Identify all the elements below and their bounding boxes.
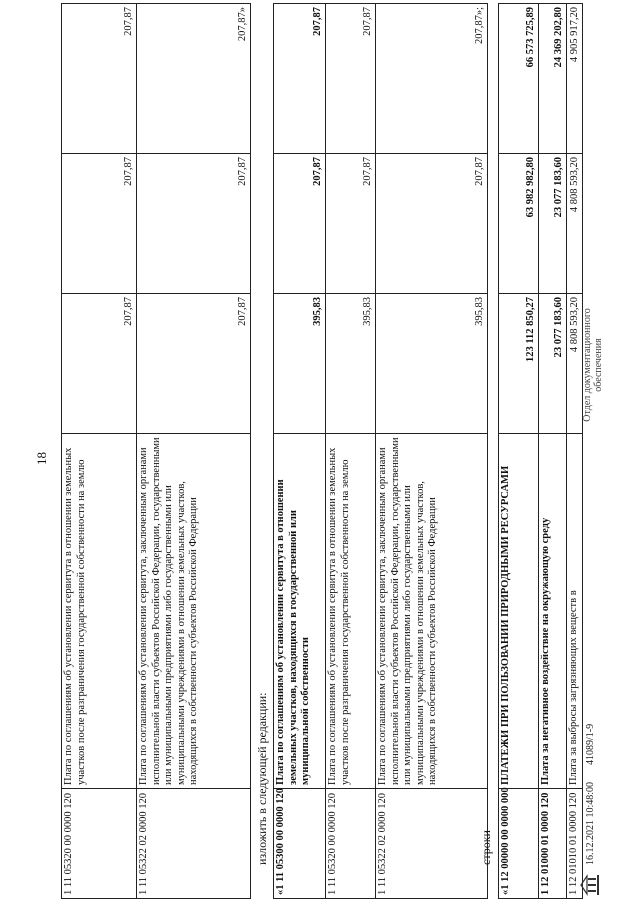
row-value-1: 207,87 [137, 294, 251, 434]
row-value-2: 207,87 [376, 154, 488, 294]
row-value-2: 23 077 183,60 [539, 154, 567, 294]
row-code: 1 11 05322 02 0000 120 [137, 789, 251, 899]
table-row [62, 4, 137, 899]
table-row [137, 4, 251, 899]
footer-datetime: 16.12.2021 10:48:00 [585, 781, 596, 865]
row-name: Плата по соглашениям об установлении сервитута, заключенным органами исполнительной власти субъектов Российской Федерации, государственными или муниципальными предприятиями либо государственными или муниципальными учреждениями в отношении земельных участков, находящихся в собственности субъектов Российской Федерации [137, 434, 251, 789]
row-code: 1 12 01010 01 0000 120 [567, 789, 583, 899]
row-code: «1 12 00000 00 0000 000 [499, 789, 539, 899]
row-value-2: 207,87 [137, 154, 251, 294]
row-value-3: 207,87»; [376, 4, 488, 154]
row-value-1: 395,83 [274, 294, 326, 434]
row-code: 1 11 05320 00 0000 120 [326, 789, 376, 899]
row-value-3: 207,87 [274, 4, 326, 154]
footer-doc-number: 41089/1-9 [585, 723, 596, 765]
table-row [539, 4, 567, 899]
instruction-text: строки [479, 830, 493, 865]
row-name: Плата по соглашениям об установлении сервитута в отношении земельных участков, находящихся в государственной или муниципальной собственности [274, 434, 326, 789]
row-value-1: 395,83 [326, 294, 376, 434]
table-row [274, 4, 326, 899]
row-value-1: 395,83 [376, 294, 488, 434]
row-name: ПЛАТЕЖИ ПРИ ПОЛЬЗОВАНИИ ПРИРОДНЫМИ РЕСУРСАМИ [499, 434, 539, 789]
page-number: 18 [34, 452, 49, 465]
row-value-1: 4 808 593,20 [567, 294, 583, 434]
row-name: Плата за выбросы загрязняющих веществ в [567, 434, 583, 789]
row-value-3: 66 573 725,89 [499, 4, 539, 154]
row-name: Плата по соглашениям об установлении сервитута, заключенным органами исполнительной власти субъектов Российской Федерации, государственными или муниципальными предприятиями либо государственными или муниципальными учреждениями в отношении земельных участков, находящихся в собственности субъектов Российской Федерации [376, 434, 488, 789]
table-row [499, 4, 539, 899]
row-code: «1 11 05300 00 0000 120 [274, 789, 326, 899]
row-name: Плата за негативное воздействие на окружающую среду [539, 434, 567, 789]
row-value-1: 207,87 [62, 294, 137, 434]
bottom-table [498, 3, 583, 899]
middle-table [273, 3, 488, 899]
row-value-2: 4 808 593,20 [567, 154, 583, 294]
row-value-1: 23 077 183,60 [539, 294, 567, 434]
row-code: 1 12 01000 01 0000 120 [539, 789, 567, 899]
row-value-2: 207,87 [326, 154, 376, 294]
table-row [326, 4, 376, 899]
registry-logo-icon [580, 873, 600, 897]
row-value-3: 207,87» [137, 4, 251, 154]
top-table [61, 3, 251, 899]
row-name: Плата по соглашениям об установлении сервитута в отношении земельных участков после разграничения государственной собственности на землю [326, 434, 376, 789]
row-value-3: 207,87 [62, 4, 137, 154]
row-value-3: 207,87 [326, 4, 376, 154]
row-value-2: 207,87 [274, 154, 326, 294]
footer-department-stamp: Отдел документационного обеспечения [582, 308, 604, 422]
row-value-3: 4 905 917,20 [567, 4, 583, 154]
row-code: 1 11 05320 00 0000 120 [62, 789, 137, 899]
row-value-2: 63 982 982,80 [499, 154, 539, 294]
row-value-2: 207,87 [62, 154, 137, 294]
row-name: Плата по соглашениям об установлении сервитута в отношении земельных участков после разграничения государственной собственности на землю [62, 434, 137, 789]
row-value-3: 24 369 202,80 [539, 4, 567, 154]
table-row [567, 4, 583, 899]
table-row [376, 4, 488, 899]
row-code: 1 11 05322 02 0000 120 [376, 789, 488, 899]
row-value-1: 123 112 850,27 [499, 294, 539, 434]
instruction-text: изложить в следующей редакции: [255, 692, 269, 865]
